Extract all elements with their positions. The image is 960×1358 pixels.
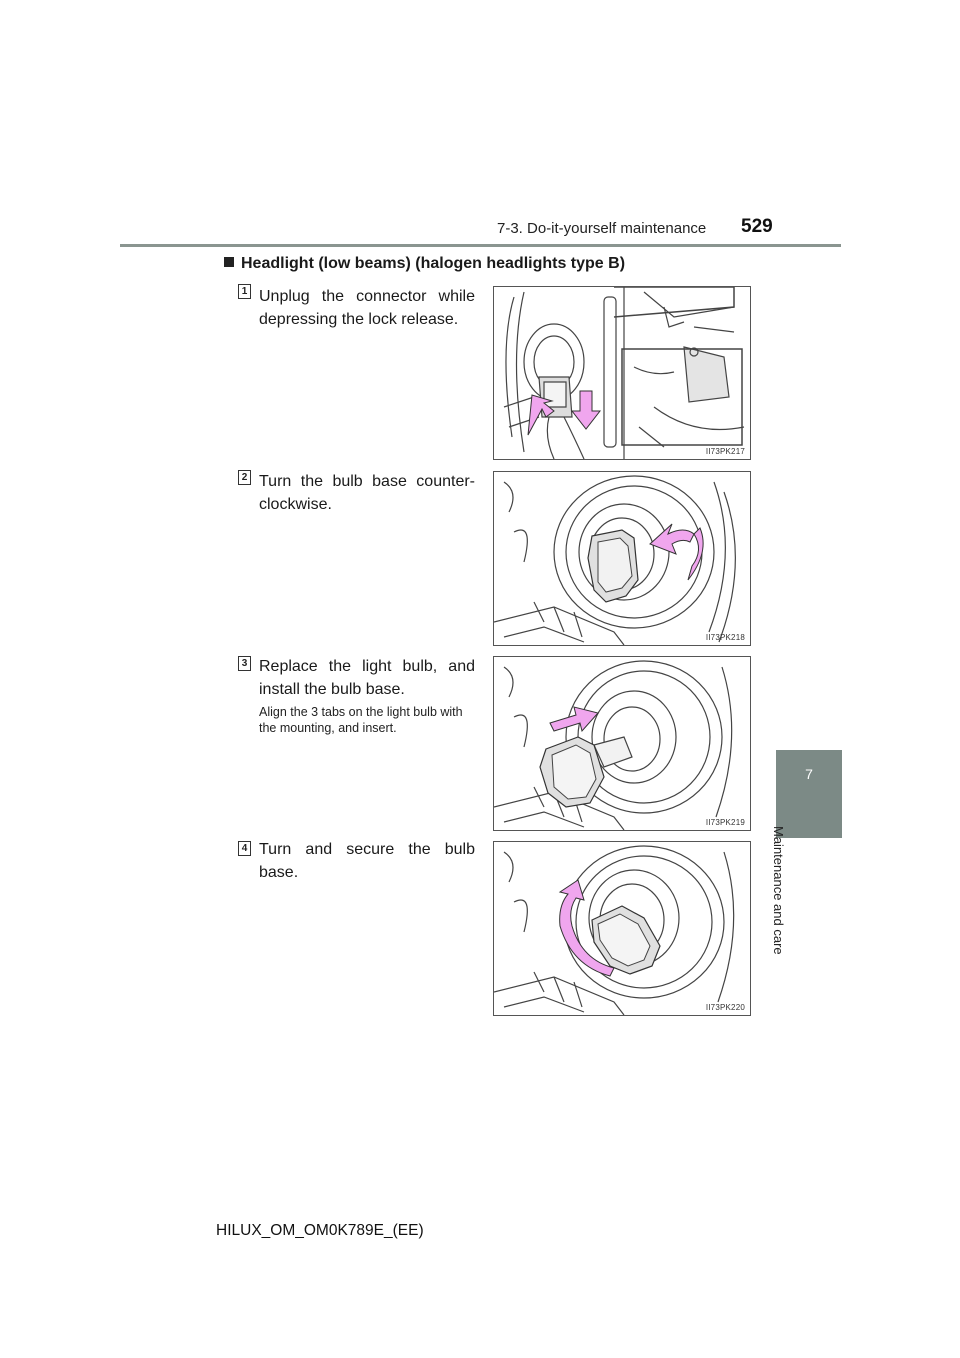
step-3-note: Align the 3 tabs on the light bulb with the mounting, and insert. — [259, 705, 463, 735]
document-footer: HILUX_OM_OM0K789E_(EE) — [216, 1222, 424, 1239]
header-rule — [120, 244, 841, 247]
figure-step-1 — [493, 286, 751, 460]
bulb-install-illustration — [494, 657, 750, 830]
figure-step-4 — [493, 841, 751, 1016]
step-number-4: 4 — [238, 841, 251, 856]
chapter-title-text: Maintenance and care — [771, 826, 786, 955]
chapter-title — [771, 822, 800, 972]
chapter-number: 7 — [805, 766, 813, 782]
figure-step-3 — [493, 656, 751, 831]
step-number-1: 1 — [238, 284, 251, 299]
bulb-base-illustration — [494, 472, 750, 645]
figure-code-2: II73PK218 — [705, 633, 745, 642]
figure-step-2 — [493, 471, 751, 646]
step-2-text: Turn the bulb base counter-clockwise. — [259, 473, 475, 513]
step-number-2: 2 — [238, 470, 251, 485]
step-3-text: Replace the light bulb, and install the bulb base. — [259, 658, 475, 698]
square-bullet-icon — [224, 257, 234, 267]
step-number-3: 3 — [238, 656, 251, 671]
step-1-text: Unplug the connector while depressing the lock release. — [259, 288, 475, 328]
figure-code-4: II73PK220 — [705, 1003, 745, 1012]
page-number: 529 — [741, 216, 773, 237]
section-title-text: Headlight (low beams) (halogen headlights type B) — [241, 255, 626, 272]
figure-code-3: II73PK219 — [705, 818, 745, 827]
bulb-secure-illustration — [494, 842, 750, 1015]
section-header: 7-3. Do-it-yourself maintenance — [497, 220, 707, 237]
section-title — [224, 255, 625, 273]
figure-code-1: II73PK217 — [705, 447, 745, 456]
connector-illustration — [494, 287, 750, 459]
step-4-text: Turn and secure the bulb base. — [259, 841, 475, 881]
